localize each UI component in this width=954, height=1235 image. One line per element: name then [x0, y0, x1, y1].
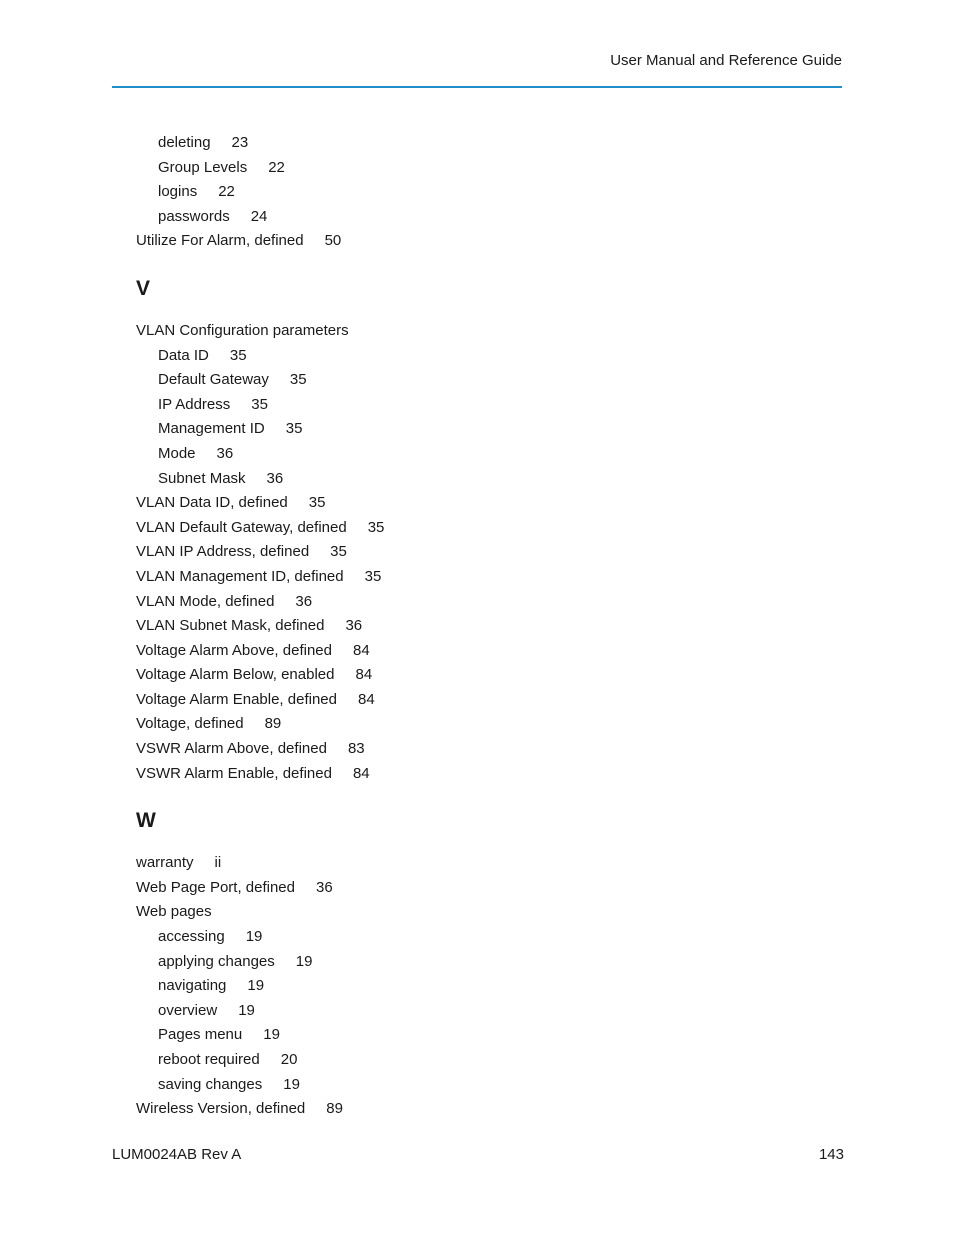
- index-entry: [136, 229, 384, 254]
- index-subentry: [136, 180, 384, 205]
- index-subentry: [136, 1048, 384, 1073]
- index-term: Group Levels: [158, 158, 248, 176]
- index-subentry: [136, 999, 384, 1024]
- index-page-ref[interactable]: 35: [251, 395, 268, 413]
- index-subentry: [136, 925, 384, 950]
- index-term: Management ID: [158, 420, 265, 438]
- index-term: IP Address: [158, 395, 231, 413]
- index-term: Voltage Alarm Below, enabled: [136, 666, 335, 684]
- index-term: reboot required: [158, 1051, 260, 1068]
- index-term: Mode: [158, 444, 196, 462]
- index-page-ref[interactable]: 22: [218, 183, 235, 201]
- index-page-ref[interactable]: 19: [238, 1001, 255, 1019]
- index-entry: [136, 639, 384, 664]
- index-subentry: [136, 417, 384, 442]
- index-term: Default Gateway: [158, 371, 269, 389]
- index-page-ref[interactable]: 84: [352, 764, 370, 782]
- index-entry: [136, 319, 384, 344]
- index-column: [136, 131, 384, 1122]
- index-term: Web Page Port, defined: [136, 878, 295, 896]
- index-subentry: [136, 156, 384, 181]
- index-term: warranty: [136, 854, 194, 872]
- index-entry: [136, 614, 384, 639]
- index-entry: [136, 688, 384, 713]
- index-page-ref[interactable]: 24: [250, 207, 268, 225]
- index-term: Utilize For Alarm, defined: [136, 232, 304, 250]
- index-page-ref[interactable]: 89: [264, 715, 282, 733]
- index-term: logins: [158, 183, 198, 201]
- index-page-ref[interactable]: 35: [229, 346, 247, 364]
- index-entry: [136, 851, 384, 876]
- index-term: Voltage Alarm Above, defined: [136, 641, 332, 659]
- index-term: navigating: [158, 977, 227, 995]
- index-subentry: [136, 950, 384, 975]
- index-page-ref[interactable]: 35: [308, 494, 326, 512]
- index-subentry: [136, 467, 384, 492]
- index-entry: [136, 762, 384, 787]
- index-entry: [136, 663, 384, 688]
- index-page-ref[interactable]: ii: [214, 854, 222, 872]
- index-page-ref[interactable]: 36: [266, 469, 284, 487]
- index-entry: [136, 900, 384, 925]
- index-entry: [136, 491, 384, 516]
- index-group-u-continued: [136, 131, 384, 254]
- index-term: VLAN Configuration parameters: [136, 321, 349, 339]
- index-page-ref[interactable]: 20: [280, 1051, 298, 1068]
- index-term: overview: [158, 1001, 218, 1019]
- index-term: VLAN Default Gateway, defined: [136, 518, 347, 536]
- index-term: Data ID: [158, 346, 209, 364]
- index-term: Web pages: [136, 903, 212, 921]
- index-page-ref[interactable]: 19: [283, 1075, 300, 1093]
- index-page-ref[interactable]: 36: [316, 878, 333, 896]
- index-group-w: [136, 851, 384, 1122]
- index-term: VSWR Alarm Enable, defined: [136, 764, 332, 782]
- index-page-ref[interactable]: 84: [352, 641, 370, 659]
- index-page-ref[interactable]: 19: [247, 977, 265, 995]
- index-subentry: [136, 442, 384, 467]
- index-page-ref[interactable]: 36: [216, 444, 234, 462]
- index-page-ref[interactable]: 36: [295, 592, 313, 610]
- index-page-ref[interactable]: 35: [330, 543, 347, 561]
- index-subentry: [136, 344, 384, 369]
- running-header-title: User Manual and Reference Guide: [610, 52, 842, 69]
- index-term: VLAN Mode, defined: [136, 592, 275, 610]
- index-entry: [136, 1097, 384, 1122]
- index-page-ref[interactable]: 84: [357, 690, 375, 708]
- index-term: accessing: [158, 928, 225, 946]
- index-page-ref[interactable]: 50: [324, 232, 342, 250]
- index-page-ref[interactable]: 83: [347, 740, 365, 758]
- index-subentry: [136, 974, 384, 999]
- footer-page-number: 143: [818, 1146, 844, 1163]
- header-divider: [112, 86, 842, 88]
- index-term: saving changes: [158, 1075, 263, 1093]
- index-term: VLAN Management ID, defined: [136, 567, 344, 585]
- index-page-ref[interactable]: 19: [245, 928, 263, 946]
- index-term: Pages menu: [158, 1026, 243, 1044]
- index-entry: [136, 712, 384, 737]
- index-subentry: [136, 1023, 384, 1048]
- index-term: passwords: [158, 207, 230, 225]
- index-term: VLAN IP Address, defined: [136, 543, 310, 561]
- index-page-ref[interactable]: 35: [285, 420, 303, 438]
- index-subentry: [136, 131, 384, 156]
- index-page-ref[interactable]: 22: [268, 158, 285, 176]
- index-group-v: [136, 319, 384, 786]
- index-term: Voltage Alarm Enable, defined: [136, 690, 337, 708]
- footer-doc-id: LUM0024AB Rev A: [112, 1146, 242, 1163]
- index-page-ref[interactable]: 35: [289, 371, 307, 389]
- index-page-ref[interactable]: 89: [326, 1100, 343, 1118]
- index-term: Voltage, defined: [136, 715, 244, 733]
- index-page-ref[interactable]: 84: [355, 666, 373, 684]
- index-letter-v: V: [136, 276, 151, 300]
- index-page-ref[interactable]: 35: [367, 518, 385, 536]
- index-subentry: [136, 1073, 384, 1098]
- index-page-ref[interactable]: 35: [364, 567, 382, 585]
- index-subentry: [136, 205, 384, 230]
- index-term: Wireless Version, defined: [136, 1100, 306, 1118]
- index-term: applying changes: [158, 952, 275, 970]
- index-term: VLAN Data ID, defined: [136, 494, 288, 512]
- index-entry: [136, 876, 384, 901]
- index-letter-w: W: [136, 809, 156, 833]
- index-term: VSWR Alarm Above, defined: [136, 740, 327, 758]
- index-entry: [136, 516, 384, 541]
- index-page-ref[interactable]: 36: [345, 617, 363, 635]
- index-term: VLAN Subnet Mask, defined: [136, 617, 325, 635]
- index-page-ref[interactable]: 23: [231, 134, 249, 151]
- index-page-ref[interactable]: 19: [263, 1026, 280, 1044]
- index-entry: [136, 590, 384, 615]
- index-entry: [136, 737, 384, 762]
- index-subentry: [136, 393, 384, 418]
- index-term: Subnet Mask: [158, 469, 246, 487]
- index-page-ref[interactable]: 19: [295, 952, 313, 970]
- index-entry: [136, 540, 384, 565]
- index-term: deleting: [158, 134, 211, 151]
- index-entry: [136, 565, 384, 590]
- index-subentry: [136, 368, 384, 393]
